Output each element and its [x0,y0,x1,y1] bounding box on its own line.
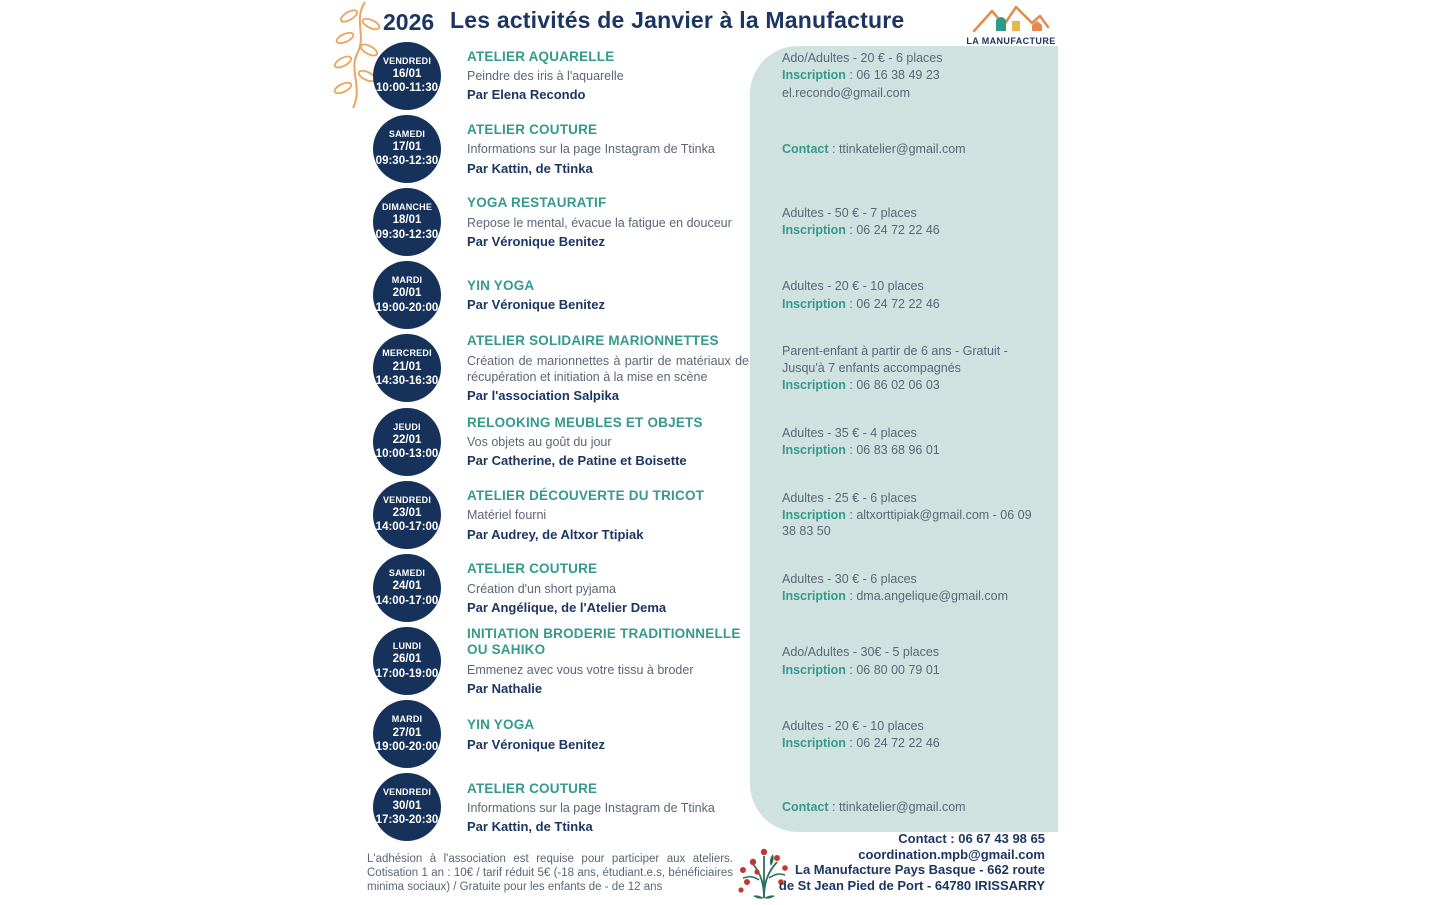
badge-time: 10:00-13:00 [375,448,439,461]
badge-time: 17:30-20:30 [375,814,439,827]
event-presenter: Par Nathalie [467,681,543,697]
badge-time: 14:00-17:00 [375,594,439,607]
event-info [782,140,1040,158]
event-title: YIN YOGA [467,277,535,293]
event-presenter: Par Angélique, de l'Atelier Dema [467,599,667,615]
badge-day: VENDREDI [382,55,432,66]
badge-date: 26/01 [392,653,422,666]
event-row [373,625,1045,698]
date-badge [373,408,441,476]
badge-date: 30/01 [392,799,422,812]
info-label: Contact [782,141,829,156]
info-line: Inscription : 06 86 02 06 03 [782,377,940,392]
event-row [373,259,1045,332]
info-line: Contact : ttinkatelier@gmail.com [782,800,966,815]
badge-time: 14:30-16:30 [375,374,439,387]
event-main [467,278,749,312]
event-main [467,717,749,751]
badge-date: 23/01 [392,506,422,519]
event-presenter: Par Véronique Benitez [467,233,605,249]
event-row [373,478,1045,551]
event-desc: Création d'un short pyjama [467,581,616,596]
event-row [373,112,1045,185]
info-line: Adultes - 20 € - 10 places [782,718,924,733]
event-main [467,195,749,249]
badge-date: 20/01 [392,287,422,300]
footer-contact-block [700,831,1045,893]
event-desc: Création de marionnettes à partir de matériaux de récupération et initiation à la mise en scène [467,353,749,385]
event-row [373,39,1045,112]
badge-day: LUNDI [392,641,422,652]
info-line: Inscription : dma.angelique@gmail.com [782,589,1008,604]
info-line: Adultes - 35 € - 4 places [782,425,917,440]
event-info [782,643,1040,679]
info-label: Inscription [782,443,846,458]
badge-time: 14:00-17:00 [375,521,439,534]
event-desc: Vos objets au goût du jour [467,435,612,450]
event-title: ATELIER DÉCOUVERTE DU TRICOT [467,487,705,503]
footer-contact-line: de St Jean Pied de Port - 64780 IRISSARRY [778,877,1045,893]
info-line: Adultes - 50 € - 7 places [782,206,917,221]
event-main [467,49,749,103]
event-title: INITIATION BRODERIE TRADITIONNELLE OU SAHIKO [467,626,741,658]
event-title: RELOOKING MEUBLES ET OBJETS [467,414,703,430]
event-title: YOGA RESTAURATIF [467,195,607,211]
badge-time: 19:00-20:00 [375,301,439,314]
footer-contact-line: La Manufacture Pays Basque - 662 route [795,862,1045,878]
event-info [782,717,1040,753]
event-main [467,333,749,403]
badge-day: SAMEDI [388,128,426,139]
event-title: ATELIER COUTURE [467,561,598,577]
event-main [467,561,749,615]
date-badge [373,481,441,549]
event-info [782,798,1040,816]
info-line: Inscription : 06 24 72 22 46 [782,296,940,311]
info-line: Ado/Adultes - 20 € - 6 places [782,51,943,66]
badge-day: MERCREDI [382,348,432,359]
event-desc: Matériel fourni [467,508,547,523]
event-list [373,39,1045,844]
event-presenter: Par Kattin, de Ttinka [467,819,593,835]
info-line: Inscription : altxorttipiak@gmail.com - 06 09 38 83 50 [782,508,1032,539]
membership-note: L'adhésion à l'association est requise pour participer aux ateliers. Cotisation 1 an : 10€ / tarif réduit 5€ (-18 ans, étudiant.e.s, bénéficiaires minima sociaux) / Gratuite pour les enfants de - de 12 ans [367,853,733,894]
date-badge [373,554,441,622]
event-title: ATELIER COUTURE [467,780,598,796]
event-presenter: Par Kattin, de Ttinka [467,160,593,176]
event-presenter: Par Véronique Benitez [467,297,605,313]
badge-day: DIMANCHE [381,201,433,212]
badge-date: 21/01 [392,360,422,373]
badge-time: 09:30-12:30 [375,228,439,241]
event-desc: Peindre des iris à l'aquarelle [467,69,624,84]
info-line: el.recondo@gmail.com [782,85,911,100]
info-line: Adultes - 20 € - 10 places [782,279,924,294]
date-badge [373,115,441,183]
event-title: ATELIER COUTURE [467,121,598,137]
event-info [782,277,1040,313]
mountain-house-icon [970,3,1052,33]
info-line: Inscription : 06 83 68 96 01 [782,443,940,458]
info-label: Inscription [782,223,846,238]
event-row [373,698,1045,771]
badge-date: 22/01 [392,433,422,446]
info-line: Inscription : 06 24 72 22 46 [782,223,940,238]
date-badge [373,700,441,768]
badge-day: VENDREDI [382,494,432,505]
event-info [782,489,1040,541]
event-desc: Repose le mental, évacue la fatigue en douceur [467,215,732,230]
info-label: Inscription [782,735,846,750]
event-info [782,342,1040,394]
info-label: Inscription [782,662,846,677]
badge-date: 18/01 [392,214,422,227]
info-line: Adultes - 30 € - 6 places [782,572,917,587]
footer-contact-line: Contact : 06 67 43 98 65 [898,831,1045,846]
page-title: Les activités de Janvier à la Manufacture [450,7,905,33]
event-title: ATELIER SOLIDAIRE MARIONNETTES [467,333,719,349]
event-main [467,781,749,835]
event-main [467,626,749,696]
event-desc: Informations sur la page Instagram de Ttinka [467,142,715,157]
event-title: YIN YOGA [467,717,535,733]
event-info [782,424,1040,460]
info-label: Inscription [782,377,846,392]
date-badge [373,773,441,841]
date-badge [373,42,441,110]
date-badge [373,334,441,402]
info-label: Inscription [782,296,846,311]
event-presenter: Par Véronique Benitez [467,736,605,752]
badge-day: MARDI [391,275,423,286]
info-line: Inscription : 06 16 38 49 23 [782,68,940,83]
badge-day: MARDI [391,714,423,725]
info-line: Parent-enfant à partir de 6 ans - Gratuit - Jusqu'à 7 enfants accompagnés [782,344,1008,375]
event-main [467,415,749,469]
badge-day: SAMEDI [388,567,426,578]
badge-time: 10:00-11:30 [375,82,439,95]
info-line: Adultes - 25 € - 6 places [782,490,917,505]
badge-date: 24/01 [392,580,422,593]
info-line: Contact : ttinkatelier@gmail.com [782,141,966,156]
event-info [782,570,1040,606]
badge-time: 09:30-12:30 [375,155,439,168]
event-title: ATELIER AQUARELLE [467,48,615,64]
logo-name: LA MANUFACTURE [966,36,1056,46]
badge-date: 17/01 [392,141,422,154]
event-main [467,488,749,542]
badge-time: 19:00-20:00 [375,740,439,753]
event-desc: Emmenez avec vous votre tissu à broder [467,662,694,677]
event-presenter: Par Elena Recondo [467,87,586,103]
event-info [782,204,1040,240]
event-presenter: Par l'association Salpika [467,388,619,404]
info-label: Inscription [782,589,846,604]
date-badge [373,627,441,695]
event-row [373,405,1045,478]
event-info [782,49,1040,102]
event-presenter: Par Catherine, de Patine et Boisette [467,453,687,469]
info-label: Inscription [782,68,846,83]
event-row [373,185,1045,258]
event-row [373,551,1045,624]
event-desc: Informations sur la page Instagram de Ttinka [467,801,715,816]
badge-day: JEUDI [393,421,421,432]
badge-time: 17:00-19:00 [375,667,439,680]
footer-contact-line: coordination.mpb@gmail.com [858,846,1045,862]
info-line: Inscription : 06 24 72 22 46 [782,735,940,750]
date-badge [373,188,441,256]
info-label: Contact [782,800,829,815]
year-label: 2026 [383,9,435,35]
event-row [373,332,1045,405]
badge-day: VENDREDI [382,787,432,798]
badge-date: 27/01 [392,726,422,739]
event-presenter: Par Audrey, de Altxor Ttipiak [467,526,644,542]
badge-date: 16/01 [392,67,422,80]
date-badge [373,261,441,329]
info-label: Inscription [782,508,846,523]
info-line: Ado/Adultes - 30€ - 5 places [782,645,940,660]
info-line: Inscription : 06 80 00 79 01 [782,662,940,677]
event-main [467,122,749,176]
